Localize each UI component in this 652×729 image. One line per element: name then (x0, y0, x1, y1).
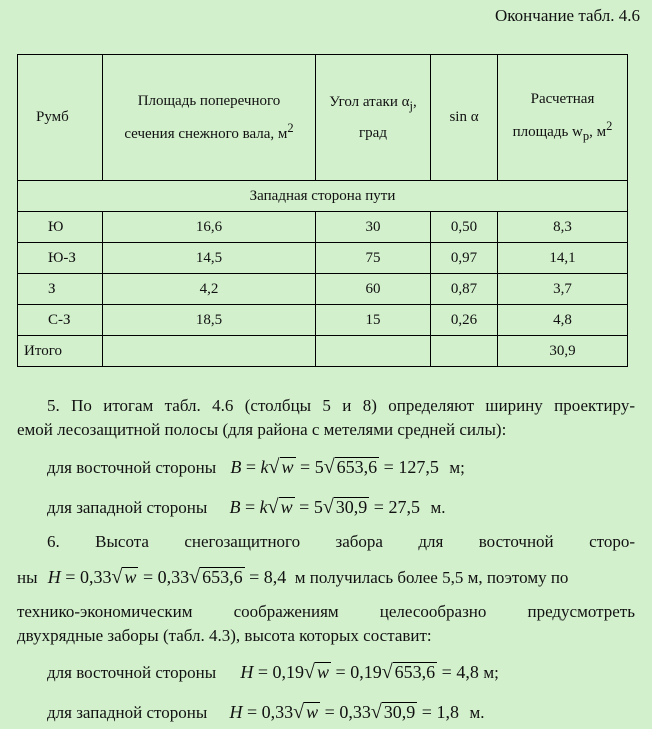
cell-angle: 15 (316, 305, 431, 336)
paragraph-6-line2: ны H = 0,33√ w = 0,33√ 653,6 = 8,4 м получилась более 5,5 м, поэтому по (17, 566, 569, 588)
cell-area: 18,5 (103, 305, 316, 336)
paragraph-5-line1: 5. По итогам табл. 4.6 (столбцы 5 и 8) определяют ширину проектиру- (47, 396, 635, 415)
formula-line-b-east: для восточной стороны B = k√ w = 5√ 653,6 = 127,5 м; (47, 456, 465, 478)
paragraph-6-line1: 6. Высота снегозащитного забора для восточной сторо- (47, 532, 635, 551)
cell-area: 14,5 (103, 243, 316, 274)
cell-sin: 0,97 (431, 243, 498, 274)
cell-rumb: З (18, 274, 103, 305)
section-row (18, 181, 628, 212)
header-rumb: Румб (18, 55, 103, 181)
cell-calc: 4,8 (498, 305, 628, 336)
formula-b-east: B = k√ w = 5√ 653,6 = 127,5 (230, 456, 439, 478)
west-label: для западной стороны (47, 703, 208, 722)
total-label: Итого (18, 336, 103, 367)
cell-sin: 0,87 (431, 274, 498, 305)
table-caption: Окончание табл. 4.6 (495, 6, 640, 25)
total-row (18, 336, 628, 367)
east-label: для восточной стороны (47, 458, 217, 477)
table-row (18, 274, 628, 305)
cell-rumb: С-З (18, 305, 103, 336)
total-value: 30,9 (498, 336, 628, 367)
header-area: Площадь поперечного сечения снежного вала, $м^2$ (103, 55, 316, 181)
header-angle: Угол атаки $\alpha_j$, град (316, 55, 431, 181)
paragraph-6-line4: двухрядные заборы (табл. 4.3), высота которых составит: (17, 626, 432, 645)
formula-line-h-west: для западной стороны H = 0,33√ w = 0,33√ 30,9 = 1,8 м. (47, 701, 485, 723)
table-row (18, 243, 628, 274)
cell-angle: 30 (316, 212, 431, 243)
cell-angle: 75 (316, 243, 431, 274)
formula-h-west: H = 0,33√ w = 0,33√ 30,9 = 1,8 (229, 701, 459, 723)
header-sin: sin α (431, 55, 498, 181)
formula-line-b-west: для западной стороны B = k√ w = 5√ 30,9 = 27,5 м. (47, 496, 446, 518)
west-label: для западной стороны (47, 498, 208, 517)
table-header-row (18, 55, 628, 181)
cell-area: 16,6 (103, 212, 316, 243)
cell-rumb: Ю (18, 212, 103, 243)
formula-line-h-east: для восточной стороны H = 0,19√ w = 0,19√ 653,6 = 4,8 м; (47, 661, 499, 683)
formula-h-east: H = 0,19√ w = 0,19√ 653,6 = 4,8 (240, 661, 479, 683)
cell-sin: 0,26 (431, 305, 498, 336)
cell-calc: 3,7 (498, 274, 628, 305)
section-label: Западная сторона пути (18, 181, 628, 212)
east-label: для восточной стороны (47, 663, 217, 682)
cell-calc: 8,3 (498, 212, 628, 243)
cell-area: 4,2 (103, 274, 316, 305)
cell-angle: 60 (316, 274, 431, 305)
data-table (17, 54, 628, 367)
cell-sin: 0,50 (431, 212, 498, 243)
cell-rumb: Ю-З (18, 243, 103, 274)
cell-calc: 14,1 (498, 243, 628, 274)
paragraph-5-line2: емой лесозащитной полосы (для района с метелями средней силы): (17, 420, 507, 439)
table-row (18, 212, 628, 243)
table-row (18, 305, 628, 336)
formula-b-west: B = k√ w = 5√ 30,9 = 27,5 (229, 496, 420, 518)
header-calc-area: Расчетная площадь $w_p$, $м^2$ (498, 55, 628, 181)
formula-h-single: H = 0,33√ w = 0,33√ 653,6 = 8,4 (47, 566, 287, 588)
paragraph-6-line3: технико-экономическим соображениям целесообразно предусмотреть (17, 602, 635, 621)
